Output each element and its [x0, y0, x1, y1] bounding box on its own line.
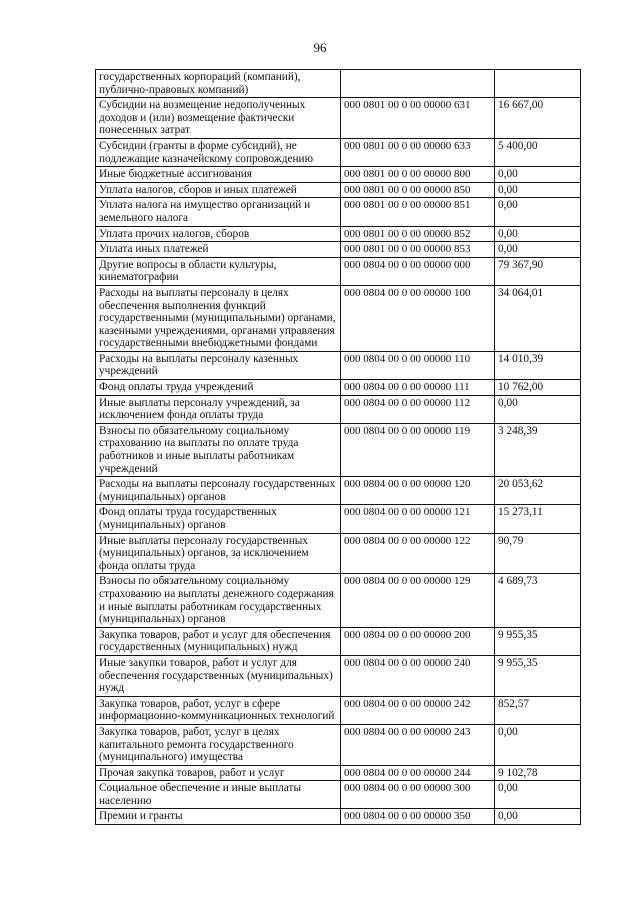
row-amount-cell: 0,00: [495, 724, 581, 765]
row-code-cell: 000 0804 00 0 00 00000 111: [341, 380, 495, 396]
table-row: [96, 395, 581, 423]
row-amount-cell: 0,00: [495, 809, 581, 825]
row-name-cell: Премии и гранты: [96, 809, 341, 825]
table-row: [96, 70, 581, 98]
row-name-cell: Взносы по обязательному социальному страхованию на выплаты по оплате труда работников и иные выплаты работникам учреждений: [96, 423, 341, 476]
row-amount-cell: 3 248,39: [495, 423, 581, 476]
row-name-cell: Расходы на выплаты персоналу государственных (муниципальных) органов: [96, 477, 341, 505]
table-row: [96, 696, 581, 724]
table-row: [96, 98, 581, 139]
row-name-cell: Закупка товаров, работ, услуг в сфере информационно-коммуникационных технологий: [96, 696, 341, 724]
table-row: [96, 781, 581, 809]
row-amount-cell: 90,79: [495, 533, 581, 574]
row-amount-cell: 0,00: [495, 226, 581, 242]
row-amount-cell: 4 689,73: [495, 574, 581, 627]
row-name-cell: Иные бюджетные ассигнования: [96, 167, 341, 183]
row-code-cell: 000 0804 00 0 00 00000 110: [341, 351, 495, 379]
row-name-cell: Закупка товаров, работ, услуг в целях капитального ремонта государственного (муниципального) имущества: [96, 724, 341, 765]
table-row: [96, 505, 581, 533]
row-amount-cell: 34 064,01: [495, 285, 581, 351]
row-amount-cell: 5 400,00: [495, 138, 581, 166]
row-name-cell: Другие вопросы в области культуры, кинематографии: [96, 257, 341, 285]
row-code-cell: 000 0801 00 0 00 00000 631: [341, 98, 495, 139]
row-amount-cell: 14 010,39: [495, 351, 581, 379]
row-name-cell: Прочая закупка товаров, работ и услуг: [96, 765, 341, 781]
row-amount-cell: 0,00: [495, 198, 581, 226]
row-code-cell: 000 0804 00 0 00 00000 200: [341, 627, 495, 655]
budget-table-body: [96, 70, 581, 825]
table-row: [96, 138, 581, 166]
table-row: [96, 724, 581, 765]
row-name-cell: Уплата налогов, сборов и иных платежей: [96, 182, 341, 198]
row-name-cell: Расходы на выплаты персоналу в целях обеспечения выполнения функций государственными (муниципальными) органами, казенными учреждениями, органами управления государственными внебюджетными фондами: [96, 285, 341, 351]
row-name-cell: Взносы по обязательному социальному страхованию на выплаты денежного содержания и иные выплаты работникам государственных (муниципальных) органов: [96, 574, 341, 627]
table-row: [96, 226, 581, 242]
row-amount-cell: 9 102,78: [495, 765, 581, 781]
row-amount-cell: 16 667,00: [495, 98, 581, 139]
row-code-cell: [341, 70, 495, 98]
row-code-cell: 000 0804 00 0 00 00000 112: [341, 395, 495, 423]
row-code-cell: 000 0804 00 0 00 00000 242: [341, 696, 495, 724]
table-row: [96, 477, 581, 505]
row-amount-cell: 10 762,00: [495, 380, 581, 396]
row-name-cell: Иные выплаты персоналу учреждений, за исключением фонда оплаты труда: [96, 395, 341, 423]
row-name-cell: Субсидии (гранты в форме субсидий), не подлежащие казначейскому сопровождению: [96, 138, 341, 166]
row-amount-cell: 0,00: [495, 182, 581, 198]
row-code-cell: 000 0804 00 0 00 00000 350: [341, 809, 495, 825]
table-row: [96, 655, 581, 696]
row-name-cell: Уплата налога на имущество организаций и земельного налога: [96, 198, 341, 226]
row-name-cell: Иные выплаты персоналу государственных (муниципальных) органов, за исключением фонда оплаты труда: [96, 533, 341, 574]
row-name-cell: Социальное обеспечение и иные выплаты населению: [96, 781, 341, 809]
table-row: [96, 198, 581, 226]
table-row: [96, 351, 581, 379]
row-amount-cell: 852,57: [495, 696, 581, 724]
table-row: [96, 765, 581, 781]
row-amount-cell: 79 367,90: [495, 257, 581, 285]
table-row: [96, 574, 581, 627]
table-row: [96, 182, 581, 198]
table-row: [96, 242, 581, 258]
row-amount-cell: [495, 70, 581, 98]
row-code-cell: 000 0804 00 0 00 00000 300: [341, 781, 495, 809]
row-name-cell: Уплата иных платежей: [96, 242, 341, 258]
row-code-cell: 000 0804 00 0 00 00000 119: [341, 423, 495, 476]
row-name-cell: Расходы на выплаты персоналу казенных учреждений: [96, 351, 341, 379]
row-code-cell: 000 0804 00 0 00 00000 121: [341, 505, 495, 533]
row-code-cell: 000 0804 00 0 00 00000 000: [341, 257, 495, 285]
table-row: [96, 423, 581, 476]
row-amount-cell: 0,00: [495, 395, 581, 423]
row-code-cell: 000 0804 00 0 00 00000 100: [341, 285, 495, 351]
row-amount-cell: 15 273,11: [495, 505, 581, 533]
table-row: [96, 533, 581, 574]
table-row: [96, 257, 581, 285]
row-code-cell: 000 0801 00 0 00 00000 633: [341, 138, 495, 166]
table-row: [96, 167, 581, 183]
row-code-cell: 000 0804 00 0 00 00000 120: [341, 477, 495, 505]
budget-table: [95, 69, 581, 825]
row-amount-cell: 0,00: [495, 781, 581, 809]
table-row: [96, 380, 581, 396]
row-amount-cell: 0,00: [495, 242, 581, 258]
row-code-cell: 000 0801 00 0 00 00000 851: [341, 198, 495, 226]
row-code-cell: 000 0804 00 0 00 00000 240: [341, 655, 495, 696]
row-name-cell: Фонд оплаты труда государственных (муниципальных) органов: [96, 505, 341, 533]
row-code-cell: 000 0804 00 0 00 00000 243: [341, 724, 495, 765]
table-row: [96, 809, 581, 825]
row-code-cell: 000 0801 00 0 00 00000 800: [341, 167, 495, 183]
row-amount-cell: 9 955,35: [495, 655, 581, 696]
row-name-cell: государственных корпораций (компаний), публично-правовых компаний): [96, 70, 341, 98]
row-amount-cell: 0,00: [495, 167, 581, 183]
row-code-cell: 000 0801 00 0 00 00000 850: [341, 182, 495, 198]
table-row: [96, 285, 581, 351]
row-code-cell: 000 0804 00 0 00 00000 244: [341, 765, 495, 781]
row-name-cell: Фонд оплаты труда учреждений: [96, 380, 341, 396]
row-name-cell: Субсидии на возмещение недополученных доходов и (или) возмещение фактически понесенных затрат: [96, 98, 341, 139]
row-amount-cell: 20 053,62: [495, 477, 581, 505]
row-code-cell: 000 0801 00 0 00 00000 852: [341, 226, 495, 242]
row-name-cell: Уплата прочих налогов, сборов: [96, 226, 341, 242]
row-code-cell: 000 0804 00 0 00 00000 129: [341, 574, 495, 627]
row-code-cell: 000 0801 00 0 00 00000 853: [341, 242, 495, 258]
row-code-cell: 000 0804 00 0 00 00000 122: [341, 533, 495, 574]
row-name-cell: Закупка товаров, работ и услуг для обеспечения государственных (муниципальных) нужд: [96, 627, 341, 655]
row-amount-cell: 9 955,35: [495, 627, 581, 655]
row-name-cell: Иные закупки товаров, работ и услуг для обеспечения государственных (муниципальных) нужд: [96, 655, 341, 696]
page-number: 96: [313, 40, 327, 55]
table-row: [96, 627, 581, 655]
